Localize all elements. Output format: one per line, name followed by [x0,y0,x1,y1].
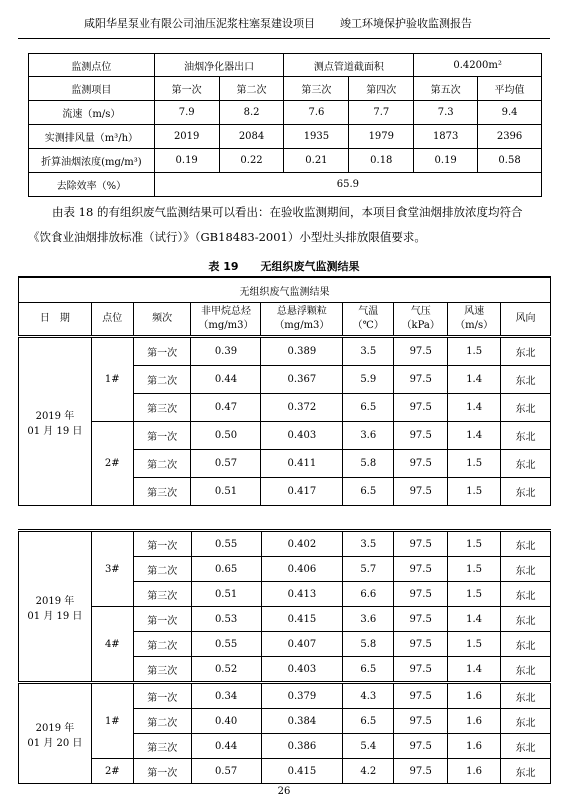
table-cell: 0.53 [191,607,261,632]
table-cell: 5.8 [343,632,394,657]
row-label: 实测排风量（m³/h） [29,125,155,149]
table-cell: 0.406 [261,557,343,582]
table-cell: 1.5 [448,531,501,557]
table-cell: 1.5 [448,337,501,366]
column-header: 点位 [91,303,133,337]
column-header: 非甲烷总烃 （mg/m3） [191,303,261,337]
organized-emission-table [28,53,542,197]
table-cell: 5.7 [343,557,394,582]
point-cell: 4# [91,607,133,683]
table-cell: 5.8 [343,450,394,478]
table-cell: 第三次 [133,734,191,759]
table-cell: 东北 [501,366,551,394]
table-cell: 1935 [284,125,349,149]
fugitive-emission-table [18,276,551,506]
table-cell: 0.47 [191,394,261,422]
table-cell: 第一次 [133,683,191,709]
table-cell: 东北 [501,632,551,657]
table-cell: 3.6 [343,607,394,632]
table-cell: 97.5 [394,709,448,734]
table-cell: 第三次 [133,478,191,506]
table-cell: 东北 [501,683,551,709]
table-cell: 7.6 [284,101,349,125]
table-cell: 97.5 [394,632,448,657]
monitor-point-label: 监测点位 [29,54,155,77]
table-cell: 97.5 [394,557,448,582]
table-header-row [19,303,551,337]
page-header [18,10,550,39]
table-cell: 1979 [349,125,414,149]
table-cell: 97.5 [394,450,448,478]
monitor-point-value: 油烟净化器出口 [154,54,284,77]
table-cell: 5.4 [343,734,394,759]
point-cell: 1# [91,683,133,759]
point-cell: 3# [91,531,133,607]
column-header: 第三次 [284,77,349,101]
table-cell: 1.4 [448,607,501,632]
table-cell: 第二次 [133,632,191,657]
table-caption: 表 19 无组织废气监测结果 [208,260,360,273]
duct-area-value: 0.4200m² [414,54,542,77]
table-cell: 东北 [501,531,551,557]
column-header: 日 期 [19,303,92,337]
table-row [29,54,542,77]
table-cell: 0.407 [261,632,343,657]
header-report-title: 竣工环境保护验收监测报告 [340,17,472,30]
table-cell: 0.411 [261,450,343,478]
table-cell: 0.40 [191,709,261,734]
table-cell: 2019 [154,125,219,149]
table-cell: 1.4 [448,422,501,450]
point-cell: 2# [91,759,133,784]
table-cell: 第二次 [133,366,191,394]
table-row [19,607,551,632]
table-cell: 0.39 [191,337,261,366]
table-cell: 第一次 [133,607,191,632]
column-header: 风向 [501,303,551,337]
table-cell: 97.5 [394,657,448,683]
table-cell: 97.5 [394,607,448,632]
table-cell: 97.5 [394,394,448,422]
table-cell: 第一次 [133,337,191,366]
table-cell: 3.6 [343,422,394,450]
table-cell: 第三次 [133,582,191,607]
table-cell: 0.55 [191,632,261,657]
table-cell: 东北 [501,607,551,632]
table-cell: 6.5 [343,709,394,734]
table-cell: 0.372 [261,394,343,422]
table-cell: 0.415 [261,759,343,784]
column-header: 气压 （kPa） [394,303,448,337]
table-cell: 0.384 [261,709,343,734]
table-cell: 0.50 [191,422,261,450]
table-cell: 东北 [501,422,551,450]
column-header: 平均值 [478,77,542,101]
table-cell: 7.9 [154,101,219,125]
table-cell: 1.4 [448,366,501,394]
table-cell: 6.6 [343,582,394,607]
table-row [19,759,551,784]
table-row [29,173,542,197]
table-cell: 0.417 [261,478,343,506]
table-cell: 9.4 [478,101,542,125]
table-cell: 1873 [414,125,478,149]
table-cell: 1.6 [448,759,501,784]
table-cell: 0.403 [261,422,343,450]
point-cell: 2# [91,422,133,506]
table-cell: 1.5 [448,450,501,478]
table-cell: 1.5 [448,582,501,607]
table-cell: 97.5 [394,734,448,759]
table-cell: 97.5 [394,759,448,784]
date-cell: 2019 年 01 月 19 日 [19,531,92,683]
table-cell: 0.415 [261,607,343,632]
table-cell: 第一次 [133,531,191,557]
table-cell: 1.6 [448,709,501,734]
point-cell: 1# [91,337,133,422]
table-row [29,101,542,125]
table-cell: 3.5 [343,337,394,366]
table-cell: 97.5 [394,531,448,557]
table-cell: 第三次 [133,394,191,422]
table-cell: 0.386 [261,734,343,759]
table-cell: 东北 [501,709,551,734]
table-cell: 第二次 [133,709,191,734]
table-cell: 0.65 [191,557,261,582]
table-row [29,149,542,173]
table-row [29,125,542,149]
table-cell: 0.19 [414,149,478,173]
row-label: 折算油烟浓度(mg/m³) [29,149,155,173]
table-title: 无组织废气监测结果 [19,277,551,303]
table-cell: 8.2 [219,101,284,125]
table-row [19,422,551,450]
column-header: 风速 （m/s） [448,303,501,337]
table-cell: 6.5 [343,478,394,506]
table-cell: 1.5 [448,478,501,506]
table-cell: 东北 [501,450,551,478]
table-cell: 2396 [478,125,542,149]
table-cell: 0.44 [191,366,261,394]
table-cell: 7.3 [414,101,478,125]
page-number: 26 [277,786,291,797]
column-header: 第二次 [219,77,284,101]
table-cell: 东北 [501,394,551,422]
table-cell: 5.9 [343,366,394,394]
table-cell: 1.4 [448,394,501,422]
table-cell: 6.5 [343,394,394,422]
table-row [19,683,551,709]
table-cell: 0.402 [261,531,343,557]
table-cell: 97.5 [394,366,448,394]
table-cell: 第二次 [133,450,191,478]
table-cell: 6.5 [343,657,394,683]
table-cell: 第一次 [133,759,191,784]
table-cell: 0.57 [191,759,261,784]
table-cell: 0.44 [191,734,261,759]
table-cell: 97.5 [394,422,448,450]
table-cell: 东北 [501,759,551,784]
table-cell: 东北 [501,582,551,607]
table-cell: 0.34 [191,683,261,709]
table-cell: 0.367 [261,366,343,394]
table-cell: 1.6 [448,734,501,759]
table-cell: 东北 [501,337,551,366]
table-cell: 0.19 [154,149,219,173]
table-cell: 3.5 [343,531,394,557]
table-cell: 0.51 [191,582,261,607]
date-cell: 2019 年 01 月 19 日 [19,337,92,506]
table-cell: 7.7 [349,101,414,125]
table-row [29,77,542,101]
monitor-item-label: 监测项目 [29,77,155,101]
table-cell: 第二次 [133,557,191,582]
table-cell: 东北 [501,478,551,506]
table-row [19,337,551,366]
column-header: 气温 （℃） [343,303,394,337]
table-cell: 0.55 [191,531,261,557]
column-header: 第五次 [414,77,478,101]
table-cell: 0.52 [191,657,261,683]
fugitive-emission-table-continued [18,529,551,784]
column-header: 第一次 [154,77,219,101]
table-cell: 0.21 [284,149,349,173]
result-paragraph: 由表 18 的有组织废气监测结果可以看出：在验收监测期间，本项目食堂油烟排放浓度均符合《饮食业油烟排放标准（试行）》（GB18483-2001）小型灶头排放限值要求。 [28,205,523,244]
table-cell: 东北 [501,557,551,582]
table-cell: 0.379 [261,683,343,709]
table-cell: 0.403 [261,657,343,683]
table-cell: 1.6 [448,683,501,709]
table-cell: 97.5 [394,337,448,366]
column-header: 第四次 [349,77,414,101]
table-cell: 0.18 [349,149,414,173]
table-cell: 97.5 [394,683,448,709]
table-cell: 第三次 [133,657,191,683]
table-cell: 0.51 [191,478,261,506]
table-cell: 1.5 [448,557,501,582]
table-row [19,531,551,557]
table-cell: 4.3 [343,683,394,709]
table-row [19,277,551,303]
table-cell: 1.5 [448,632,501,657]
table-cell: 0.389 [261,337,343,366]
table-cell: 97.5 [394,582,448,607]
removal-efficiency-value: 65.9 [154,173,541,197]
duct-area-label: 测点管道截面积 [284,54,414,77]
table-cell: 0.58 [478,149,542,173]
table-cell: 东北 [501,657,551,683]
table-cell: 0.57 [191,450,261,478]
column-header: 总悬浮颗粒 （mg/m3） [261,303,343,337]
table-cell: 4.2 [343,759,394,784]
table-cell: 0.413 [261,582,343,607]
date-cell: 2019 年 01 月 20 日 [19,683,92,784]
removal-efficiency-label: 去除效率（%） [29,173,155,197]
row-label: 流速（m/s） [29,101,155,125]
table-cell: 1.4 [448,657,501,683]
table-cell: 97.5 [394,478,448,506]
column-header: 频次 [133,303,191,337]
table-cell: 第一次 [133,422,191,450]
table-cell: 2084 [219,125,284,149]
table-cell: 0.22 [219,149,284,173]
header-project: 咸阳华星泵业有限公司油压泥浆柱塞泵建设项目 [84,17,315,30]
table-cell: 东北 [501,734,551,759]
